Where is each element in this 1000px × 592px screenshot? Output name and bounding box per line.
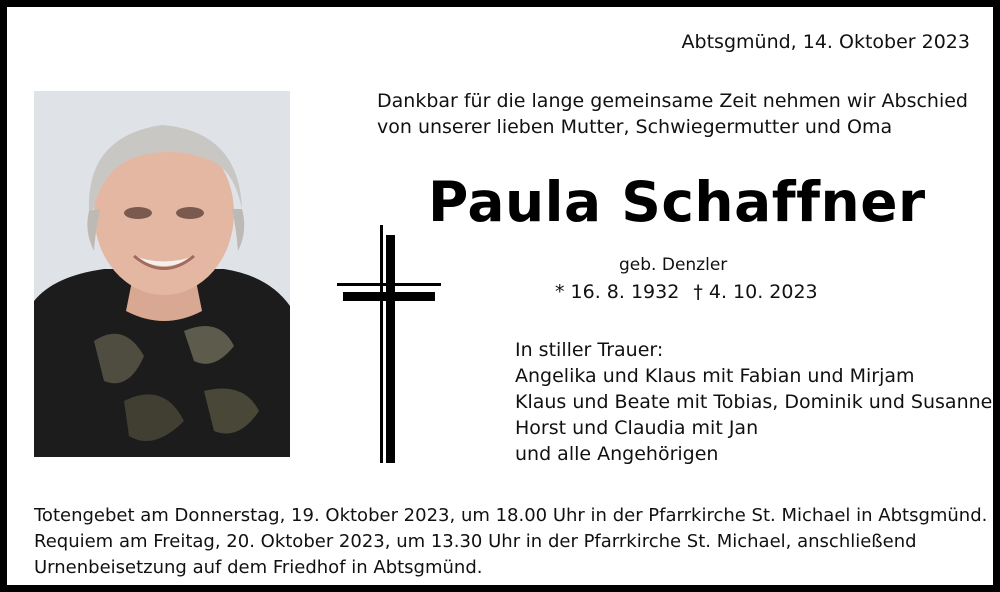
maiden-name: geb. Denzler bbox=[619, 255, 728, 275]
intro-line-1: Dankbar für die lange gemeinsame Zeit nehmen wir Abschied bbox=[377, 90, 968, 112]
mourner-line: Klaus und Beate mit Tobias, Dominik und Susanne bbox=[515, 391, 993, 413]
mourner-line: Angelika und Klaus mit Fabian und Mirjam bbox=[515, 365, 915, 387]
life-dates bbox=[555, 279, 832, 305]
mourner-line: und alle Angehörigen bbox=[515, 443, 719, 465]
mourners-block bbox=[515, 337, 992, 467]
service-details bbox=[34, 503, 987, 581]
death-date: † 4. 10. 2023 bbox=[693, 281, 818, 303]
portrait-photo bbox=[34, 91, 290, 457]
intro-text bbox=[377, 88, 968, 140]
intro-line-2: von unserer lieben Mutter, Schwiegermutter und Oma bbox=[377, 116, 893, 138]
service-line: Urnenbeisetzung auf dem Friedhof in Abtsgmünd. bbox=[34, 557, 483, 578]
service-line: Requiem am Freitag, 20. Oktober 2023, um 13.30 Uhr in der Pfarrkirche St. Michael, anschließend bbox=[34, 531, 917, 552]
mourner-line: Horst und Claudia mit Jan bbox=[515, 417, 759, 439]
cross-icon bbox=[335, 225, 445, 463]
birth-date: * 16. 8. 1932 bbox=[555, 281, 680, 303]
deceased-name: Paula Schaffner bbox=[428, 170, 926, 234]
mourners-heading: In stiller Trauer: bbox=[515, 339, 664, 361]
service-line: Totengebet am Donnerstag, 19. Oktober 2023, um 18.00 Uhr in der Pfarrkirche St. Michael in Abtsgmünd. bbox=[34, 505, 988, 526]
place-date: Abtsgmünd, 14. Oktober 2023 bbox=[681, 31, 970, 53]
